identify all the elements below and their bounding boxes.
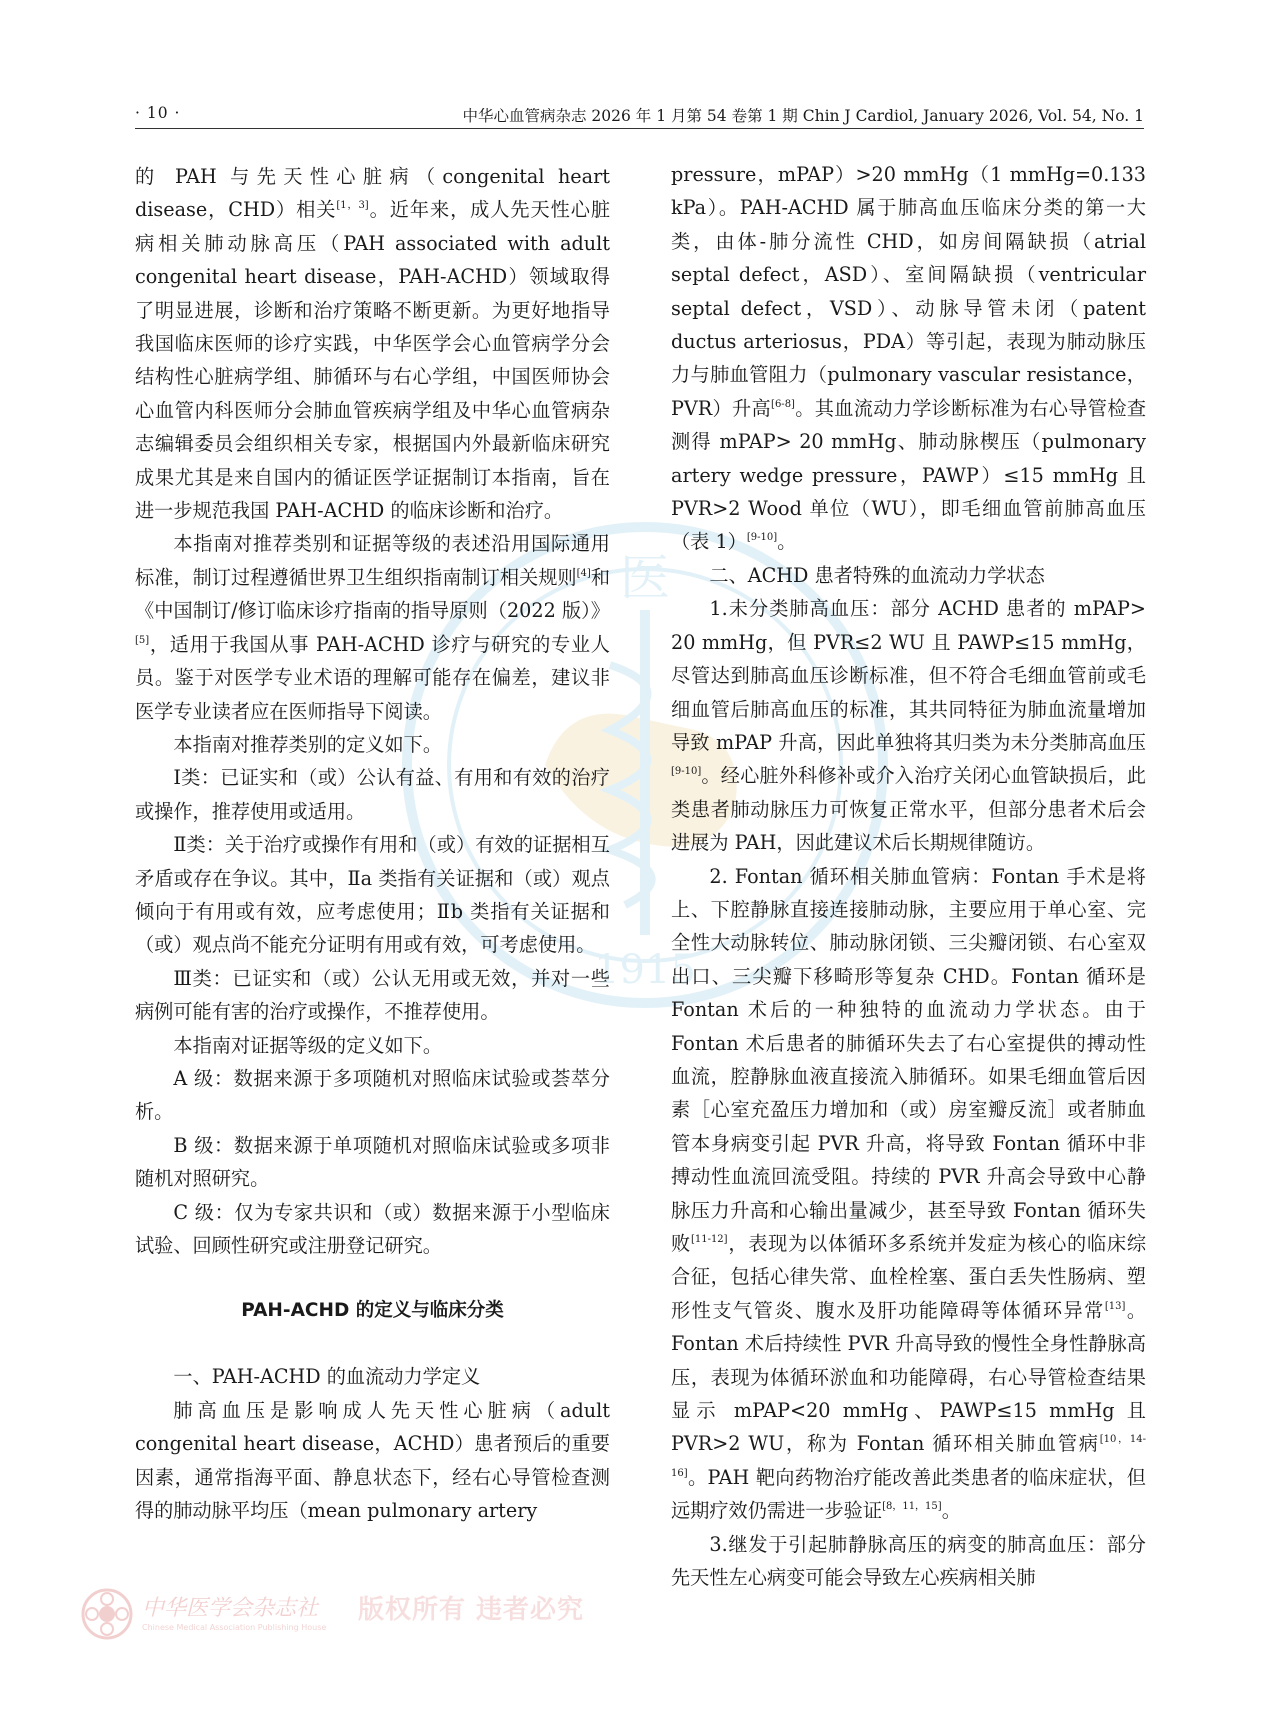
citation: [9-10]: [671, 766, 702, 778]
publisher-name: 中华医学会杂志社: [142, 1596, 319, 1621]
paragraph: 肺高血压是影响成人先天性心脏病（adult congenital heart disease，ACHD）患者预后的重要因素，通常指海平面、静息状态下，经右心导管检查测得的肺动脉平均压（mean pulmonary artery: [135, 1398, 610, 1523]
paragraph: pressure，mPAP）>20 mmHg（1 mmHg=0.133 kPa）。PAH-ACHD 属于肺高血压临床分类的第一大类，由体-肺分流性 CHD，如房间隔缺损（atrial septal defect，ASD）、室间隔缺损（ventricular septal defect，VSD）、动脉导管未闭（patent ductus arteriosus，PDA）等引起，表现为肺动脉压力与肺血管阻力（pulmonary vascular resistance，PVR）升高[6-8]。其血流动力学诊断标准为右心导管检查测得 mPAP> 20 mmHg、肺动脉楔压（pulmonary artery wedge pressure，PAWP）≤15 mmHg 且 PVR>2 Wood 单位（WU），即毛细血管前肺高血压（表 1）[9-10]。: [671, 163, 1147, 554]
publisher-logo-icon: [80, 1587, 134, 1641]
publisher-name-english: Chinese Medical Association Publishing House: [142, 1623, 327, 1632]
paragraph: Ⅰ类：已证实和（或）公认有益、有用和有效的治疗或操作，推荐使用或适用。: [135, 766, 610, 823]
copyright-notice: 版权所有 违者必究: [358, 1595, 585, 1625]
seal-year: 1915: [594, 947, 696, 993]
paragraph: A 级：数据来源于多项随机对照临床试验或荟萃分析。: [135, 1066, 610, 1124]
citation: [10，14-16]: [671, 1434, 1146, 1479]
paragraph: 的 PAH 与先天性心脏病（congenital heart disease，CHD）相关[1，3]。近年来，成人先天性心脏病相关肺动脉高压（PAH associated with adult congenital heart disease，PAH-ACHD）领域取得了明显进展，诊断和治疗策略不断更新。为更好地指导我国临床医师的诊疗实践，中华医学会心血管病学分会结构性心脏病学组、肺循环与右心学组，中国医师协会心血管内科医师分会肺血管疾病学组及中华心血管病杂志编辑委员会组织相关专家，根据国内外最新临床研究成果尤其是来自国内的循证医学证据制订本指南，旨在进一步规范我国 PAH-ACHD 的临床诊断和治疗。: [135, 165, 611, 523]
citation: [6-8]: [771, 398, 795, 410]
journal-citation: 中华心血管病杂志 2026 年 1 月第 54 卷第 1 期 Chin J Cardiol, January 2026, Vol. 54, No. 1: [462, 107, 1144, 125]
right-column: [671, 158, 1146, 1594]
paragraph: B 级：数据来源于单项随机对照临床试验或多项非随机对照研究。: [135, 1133, 610, 1191]
seal-character: 医: [620, 549, 670, 607]
left-column: [135, 160, 610, 1527]
paragraph: 2. Fontan 循环相关肺血管病：Fontan 手术是将上、下腔静脉直接连接肺动脉，主要应用于单心室、完全性大动脉转位、肺动脉闭锁、三尖瓣闭锁、右心室双出口、三尖瓣下移畸形等复杂 CHD。Fontan 循环是 Fontan 术后的一种独特的血流动力学状态。由于 Fontan 术后患者的肺循环失去了右心室提供的搏动性血流，腔静脉血液直接流入肺循环。如果毛细血管后因素［心室充盈压力增加和（或）房室瓣反流］或者肺血管本身病变引起 PVR 升高，将导致 Fontan 循环中非搏动性血流回流受阻。持续的 PVR 升高会导致中心静脉压力升高和心输出量减少，甚至导致 Fontan 循环失败[11-12]，表现为以体循环多系统并发症为核心的临床综合征，包括心律失常、血栓栓塞、蛋白丢失性肠病、塑形性支气管炎、腹水及肝功能障碍等体循环异常[13]。Fontan 术后持续性 PVR 升高导致的慢性全身性静脉高压，表现为体循环淤血和功能障碍，右心导管检查结果显示 mPAP<20 mmHg、PAWP≤15 mmHg 且 PVR>2 WU，称为 Fontan 循环相关肺血管病[10，14-16]。PAH 靶向药物治疗能改善此类患者的临床症状，但远期疗效仍需进一步验证[8，11，15]。: [671, 864, 1147, 1523]
citation: [9-10]: [746, 532, 778, 544]
citation: [8，11，15]: [882, 1501, 942, 1513]
citation: [13]: [1104, 1300, 1126, 1312]
paragraph: Ⅱ类：关于治疗或操作有用和（或）有效的证据相互矛盾或存在争议。其中，Ⅱa 类指有关证据和（或）观点倾向于有用或有效，应考虑使用；Ⅱb 类指有关证据和（或）观点尚不能充分证明有用或有效，可考虑使用。: [135, 833, 610, 957]
running-header: [135, 102, 1144, 129]
citation: [1，3]: [336, 200, 369, 212]
subsection-heading: 二、ACHD 患者特殊的血流动力学状态: [709, 563, 1045, 587]
paragraph: 本指南对推荐类别和证据等级的表述沿用国际通用标准，制订过程遵循世界卫生组织指南制订相关规则[4]和《中国制订/修订临床诊疗指南的指导原则（2022 版）》[5]，适用于我国从事 PAH-ACHD 诊疗与研究的专业人员。鉴于对医学专业术语的理解可能存在偏差，建议非医学专业读者应在医师指导下阅读。: [135, 532, 611, 723]
subsection-heading: 一、PAH-ACHD 的血流动力学定义: [173, 1365, 481, 1389]
citation: [5]: [135, 634, 150, 646]
section-heading: PAH-ACHD 的定义与临床分类: [241, 1300, 504, 1322]
paragraph: 1.未分类肺高血压：部分 ACHD 患者的 mPAP> 20 mmHg，但 PVR≤2 WU 且 PAWP≤15 mmHg，尽管达到肺高血压诊断标准，但不符合毛细血管前或毛细血管后肺高血压的标准，其共同特征为肺血流量增加导致 mPAP 升高，因此单独将其归类为未分类肺高血压[9-10]。经心脏外科修补或介入治疗关闭心血管缺损后，此类患者肺动脉压力可恢复正常水平，但部分患者术后会进展为 PAH，因此建议术后长期规律随访。: [671, 597, 1146, 855]
citation: [4]: [576, 567, 591, 579]
paragraph: Ⅲ类：已证实和（或）公认无用或无效，并对一些病例可能有害的治疗或操作，不推荐使用。: [135, 966, 610, 1024]
page-number: · 10 ·: [135, 104, 181, 122]
paragraph: 3.继发于引起肺静脉高压的病变的肺高血压：部分先天性左心病变可能会导致左心疾病相关肺: [671, 1532, 1146, 1590]
paragraph: C 级：仅为专家共识和（或）数据来源于小型临床试验、回顾性研究或注册登记研究。: [135, 1200, 610, 1257]
paragraph: 本指南对证据等级的定义如下。: [173, 1033, 443, 1057]
citation: [11-12]: [690, 1234, 728, 1245]
publisher-watermark: [80, 1583, 680, 1653]
paragraph: 本指南对推荐类别的定义如下。: [173, 732, 443, 756]
